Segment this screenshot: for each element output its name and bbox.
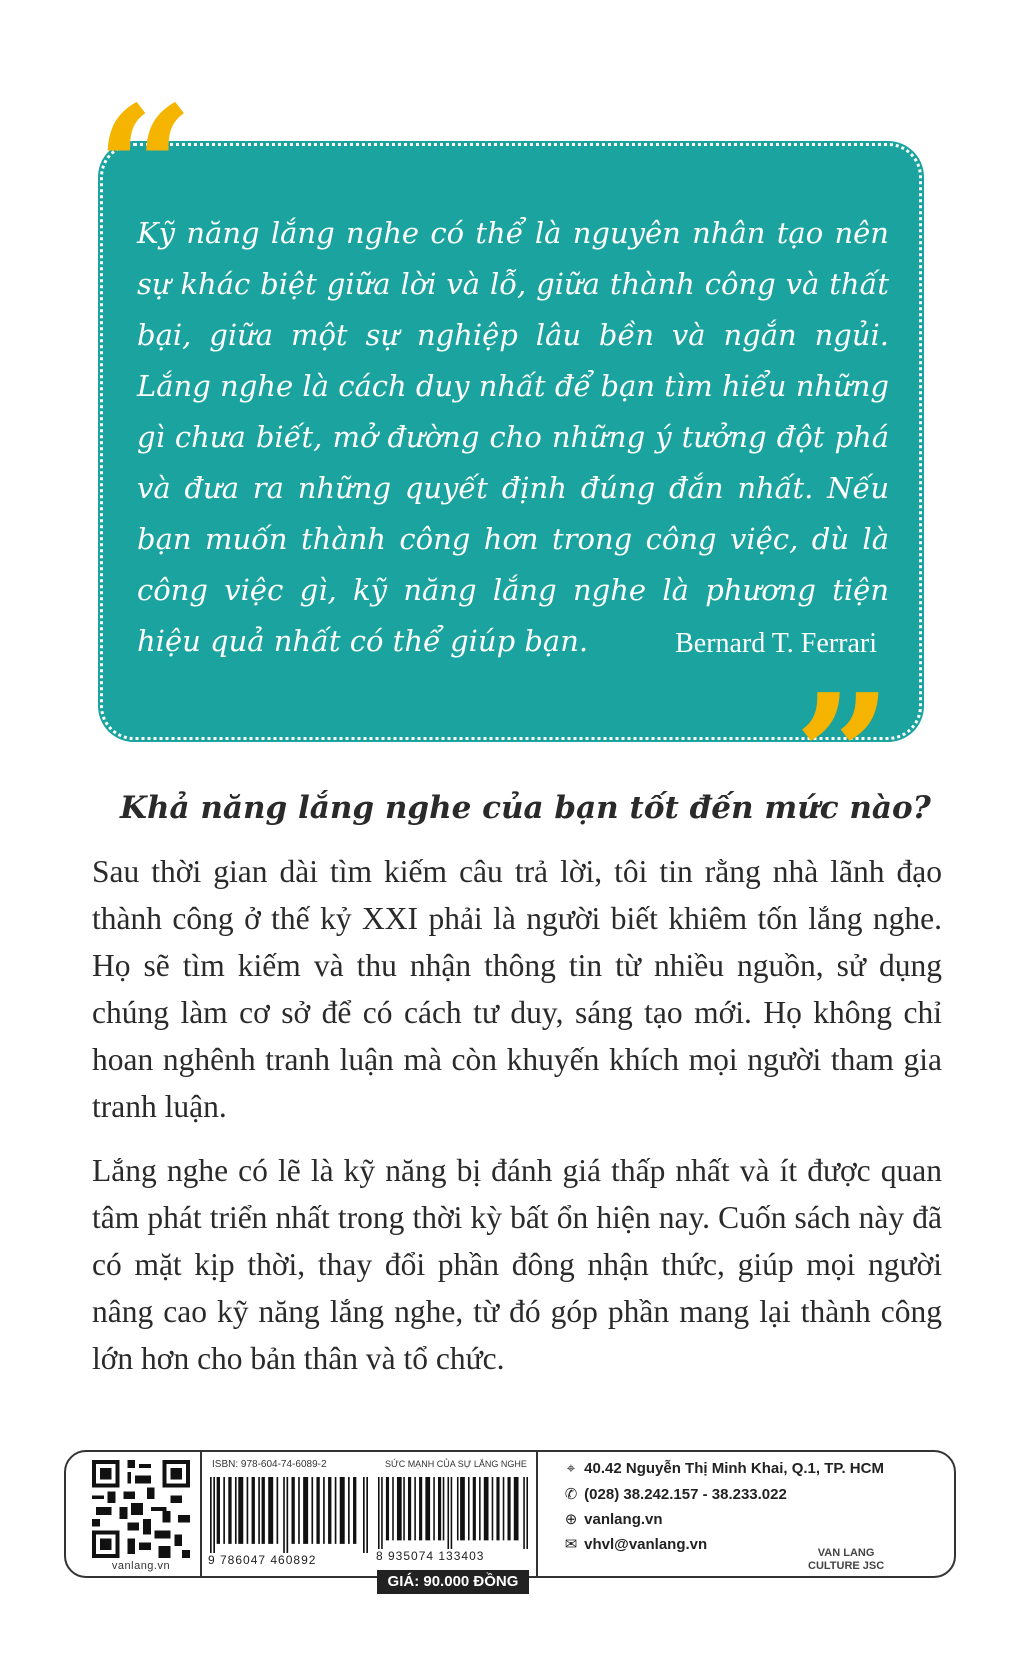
website-text: vanlang.vn xyxy=(584,1511,663,1528)
footer-divider xyxy=(536,1452,538,1576)
product-barcode-number: 8 935074 133403 xyxy=(376,1549,485,1563)
isbn-label: ISBN: 978-604-74-6089-2 xyxy=(212,1459,327,1470)
phone-icon: ✆ xyxy=(564,1486,578,1503)
globe-icon: ⊕ xyxy=(564,1511,578,1528)
section-heading: Khả năng lắng nghe của bạn tốt đến mức nào? xyxy=(120,790,931,826)
product-barcode xyxy=(378,1477,528,1549)
brand-line-2: CULTURE JSC xyxy=(808,1560,885,1572)
phone-text: (028) 38.242.157 - 38.233.022 xyxy=(584,1486,787,1503)
email-text: vhvl@vanlang.vn xyxy=(584,1536,708,1553)
qr-code xyxy=(92,1460,190,1558)
isbn-barcode xyxy=(210,1477,368,1553)
quote-text: Kỹ năng lắng nghe có thể là nguyên nhân tạo nên sự khác biệt giữa lời và lỗ, giữa thành công và thất bại, giữa một sự nghiệp lâu bền và ngắn ngủi. Lắng nghe là cách duy nhất để bạn tìm hiểu những gì chưa biết, mở đường cho những ý tưởng đột phá và đưa ra những quyết định đúng đắn nhất. Nếu bạn muốn thành công hơn trong công việc, dù là công việc gì, kỹ năng lắng nghe là phương tiện hiệu quả nhất có thể giúp bạn. xyxy=(137,216,889,658)
close-quote-mark: ” xyxy=(794,657,892,857)
body-paragraph-1: Sau thời gian dài tìm kiếm câu trả lời, tôi tin rằng nhà lãnh đạo thành công ở thế kỷ XXI phải là người biết khiêm tốn lắng nghe. Họ sẽ tìm kiếm và thu nhận thông tin từ nhiều nguồn, sử dụng chúng làm cơ sở để có cách tư duy, sáng tạo mới. Họ không chỉ hoan nghênh tranh luận mà còn khuyến khích mọi người tham gia tranh luận. xyxy=(92,854,942,1124)
quote-author: Bernard T. Ferrari xyxy=(675,628,877,659)
open-quote-mark: “ xyxy=(96,69,194,269)
contact-email xyxy=(562,1535,707,1553)
mail-icon: ✉ xyxy=(564,1536,578,1553)
body-paragraph-2: Lắng nghe có lẽ là kỹ năng bị đánh giá thấp nhất và ít được quan tâm phát triển nhất trong thời kỳ bất ổn hiện nay. Cuốn sách này đã có mặt kịp thời, thay đổi phần đông nhận thức, giúp mọi người nâng cao kỹ năng lắng nghe, từ đó góp phần mang lại thành công lớn hơn cho bản thân và tổ chức. xyxy=(92,1153,942,1376)
contact-website xyxy=(562,1510,663,1528)
isbn-barcode-number: 9 786047 460892 xyxy=(208,1553,317,1567)
publisher-brand xyxy=(808,1547,884,1573)
contact-phone xyxy=(562,1485,787,1503)
book-title-label: SỨC MẠNH CỦA SỰ LẮNG NGHE xyxy=(385,1459,527,1469)
contact-address xyxy=(562,1460,884,1477)
brand-line-1: VAN LANG xyxy=(817,1547,875,1559)
location-icon: ⌖ xyxy=(566,1460,576,1477)
footer-divider xyxy=(200,1452,202,1576)
address-text: 40.42 Nguyễn Thị Minh Khai, Q.1, TP. HCM xyxy=(584,1460,884,1477)
price-label: GIÁ: 90.000 ĐỒNG xyxy=(377,1570,529,1594)
qr-website-label: vanlang.vn xyxy=(111,1560,171,1572)
